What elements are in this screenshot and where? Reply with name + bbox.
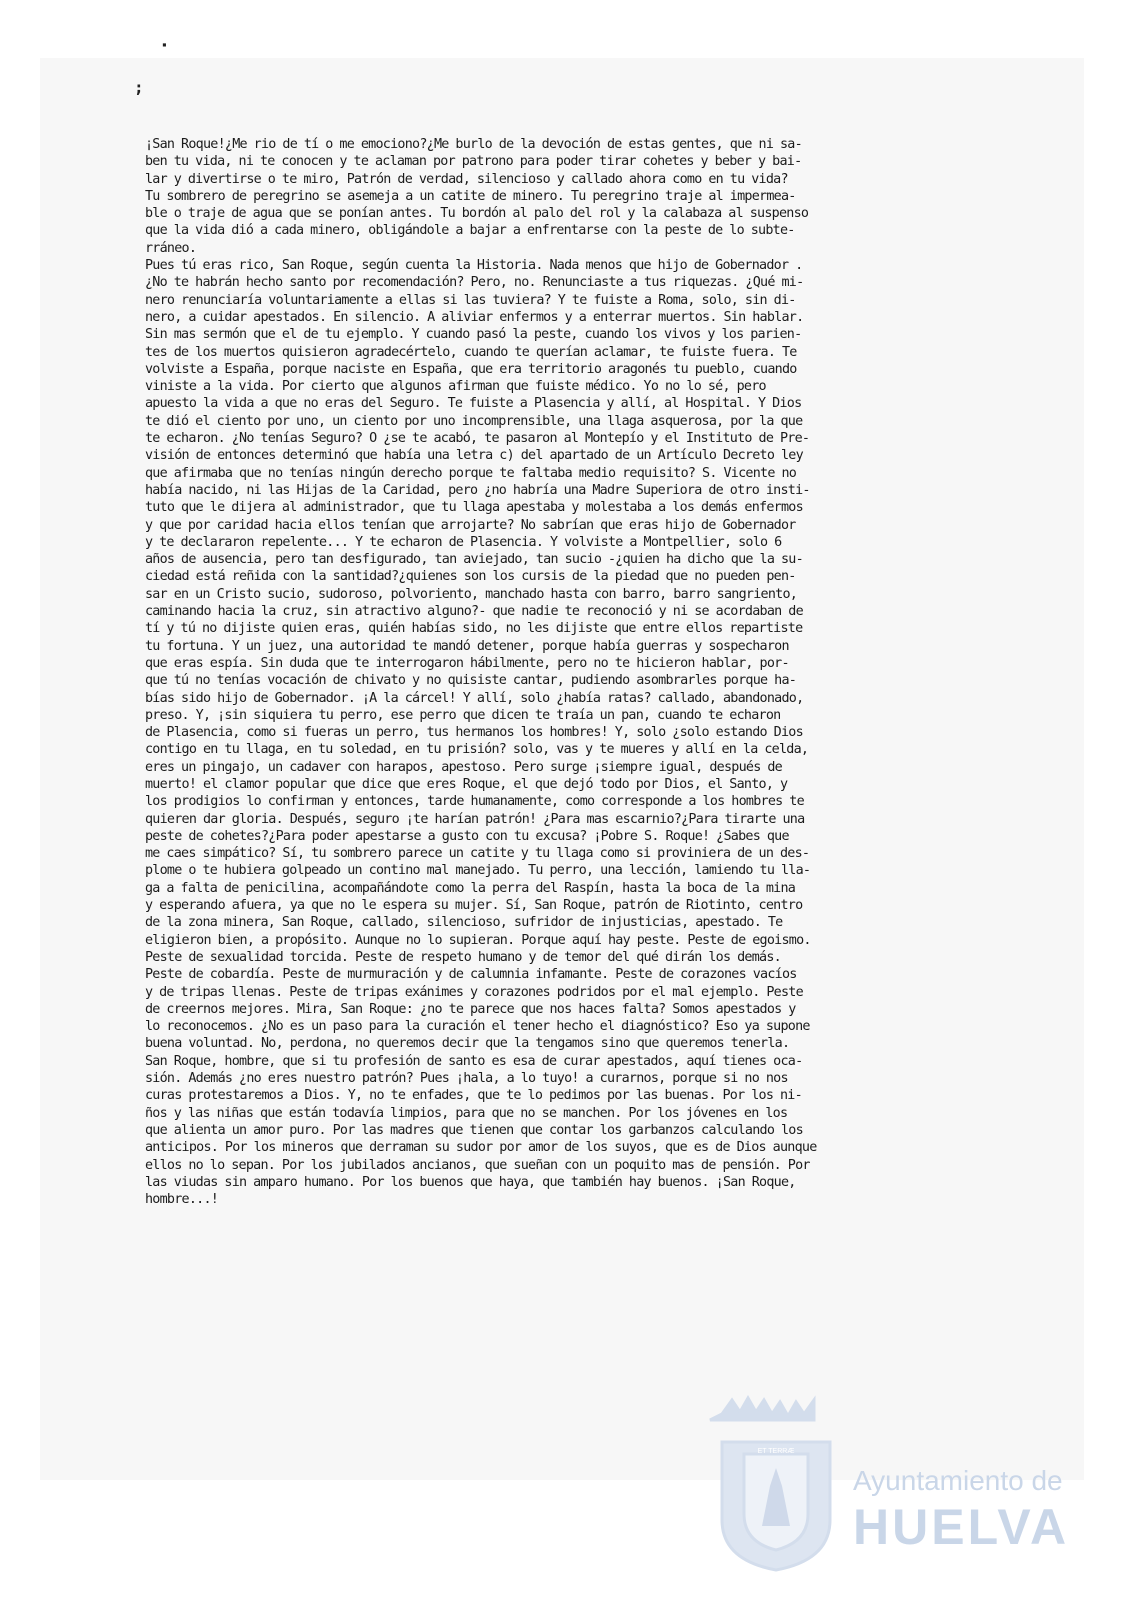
text-line: de creernos mejores. Mira, San Roque: ¿no te parece que nos haces falta? Somos apestados y xyxy=(145,1001,796,1017)
text-line: que tú no tenías vocación de chivato y no quisiste cantar, pudiendo asombrarles porque ha- xyxy=(145,673,797,689)
text-line: caminando hacia la cruz, sin atractivo alguno?- que nadie te reconoció y ni se acordaban de xyxy=(145,604,803,620)
text-line: ¡San Roque!¿Me rio de tí o me emociono?¿Me burlo de la devoción de estas gentes, que ni sa- xyxy=(145,137,802,152)
text-line: los prodigios lo confirman y entonces, tarde humanamente, como corresponde a los hombres te xyxy=(145,794,804,810)
text-line: que afirmaba que no tenías ningún derecho porque te faltaba medio requisito? S. Vicente no xyxy=(145,465,797,481)
text-line: Sin mas sermón que el de tu ejemplo. Y cuando pasó la peste, cuando los vivos y los parien- xyxy=(145,327,802,343)
text-line: lar y divertirse o te miro, Patrón de verdad, silencioso y callado ahora como en tu vida? xyxy=(145,171,788,187)
text-line: y te declararon repelente... Y te echaron de Plasencia. Y volviste a Montpellier, solo 6 xyxy=(145,534,782,550)
text-line: y de tripas llenas. Peste de tripas exánimes y corazones podridos por el mal ejemplo. Peste xyxy=(145,984,803,1000)
text-line: Pues tú eras rico, San Roque, según cuenta la Historia. Nada menos que hijo de Gobernador . xyxy=(145,258,803,274)
text-line: viniste a la vida. Por cierto que algunos afirman que fuiste médico. Yo no lo sé, pero xyxy=(145,379,766,395)
text-line: Tu sombrero de peregrino se asemeja a un catite de minero. Tu peregrino traje al impermea- xyxy=(145,188,796,204)
text-line: ¿No te habrán hecho santo por recomendación? Pero, no. Renunciaste a tus riquezas. ¿Qué mi- xyxy=(145,275,804,291)
text-line: ga a falta de penicilina, acompañándote como la perra del Raspín, hasta la boca de la mina xyxy=(145,880,796,896)
typewritten-text xyxy=(145,136,1040,1208)
text-line: eres un pingajo, un cadaver con harapos, apestoso. Pero surge ¡siempre igual, después de xyxy=(145,759,782,775)
text-line: quieren dar gloria. Después, seguro ¡te harían patrón! ¿Para mas escarnio?¿Para tirarte una xyxy=(145,811,805,827)
text-line: las viudas sin amparo humano. Por los buenos que haya, que también hay buenos. ¡San Roque, xyxy=(145,1174,796,1190)
text-line: ños y las niñas que están todavía limpios, para que no se manchen. Por los jóvenes en los xyxy=(145,1105,788,1121)
text-line: y esperando afuera, ya que no le espera su mujer. Sí, San Roque, patrón de Riotinto, centro xyxy=(145,898,803,914)
shield-motto-top: ET TERRÆ xyxy=(757,1448,795,1455)
text-line: hombre...! xyxy=(145,1192,219,1208)
text-line: peste de cohetes?¿Para poder apestarse a gusto con tu excusa? ¡Pobre S. Roque! ¿Sabes que xyxy=(145,828,789,844)
text-line: curas protestaremos a Dios. Y, no te enfades, que te lo pedimos por las buenas. Por los ni- xyxy=(145,1088,802,1104)
watermark-line1: Ayuntamiento de xyxy=(853,1465,1063,1496)
text-line: Peste de sexualidad torcida. Peste de respeto humano y de temor del qué dirán los demás. xyxy=(145,949,781,965)
text-line: eligieron bien, a propósito. Aunque no lo supieran. Porque aquí hay peste. Peste de egoismo. xyxy=(145,932,811,948)
text-line: bías sido hijo de Gobernador. ¡A la cárcel! Y allí, solo ¿había ratas? callado, abandonado, xyxy=(145,690,804,706)
text-line: de la zona minera, San Roque, callado, silencioso, sufridor de injusticias, apestado. Te xyxy=(145,915,783,931)
text-line: te echaron. ¿No tenías Seguro? O ¿se te acabó, te pasaron al Montepío y el Instituto de Pre- xyxy=(145,431,810,447)
margin-mark: ; xyxy=(134,78,144,97)
text-line: plome o te hubiera golpeado un contino mal manejado. Tu perro, una lección, lamiendo tu lla- xyxy=(145,863,811,879)
margin-mark: ▪ xyxy=(162,40,167,49)
text-line: preso. Y, ¡sin siquiera tu perro, ese perro que dicen te traía un pan, cuando te echaron xyxy=(145,707,781,723)
text-line: nero, a cuidar apestados. En silencio. A aliviar enfermos y a enterrar muertos. Sin hablar. xyxy=(145,309,804,325)
text-line: buena voluntad. No, perdona, no queremos decir que la tengamos sino que queremos tenerla. xyxy=(145,1036,790,1052)
text-line: contigo en tu llaga, en tu soledad, en tu prisión? solo, vas y te mueres y allí en la celda, xyxy=(145,742,809,758)
text-line: San Roque, hombre, que si tu profesión de santo es esa de curar apestados, aquí tienes oca- xyxy=(145,1053,803,1069)
text-line: lo reconocemos. ¿No es un paso para la curación el tener hecho el diagnóstico? Eso ya supone xyxy=(145,1019,810,1035)
text-line: tí y tú no dijiste quien eras, quién habías sido, no les dijiste que entre ellos repartiste xyxy=(145,621,803,637)
text-line: que la vida dió a cada minero, obligándole a bajar a enfrentarse con la peste de lo subte- xyxy=(145,223,795,239)
text-line: apuesto la vida a que no eras del Seguro. Te fuiste a Plasencia y allí, al Hospital. Y Dios xyxy=(145,396,802,412)
text-line: había nacido, ni las Hijas de la Caridad, pero ¿no habría una Madre Superiora de otro insti- xyxy=(145,482,810,498)
text-line: que eras espía. Sin duda que te interrogaron hábilmente, pero no te hicieron hablar, por- xyxy=(145,655,789,671)
text-line: tu fortuna. Y un juez, una autoridad te mandó detener, porque había guerras y sospecharon xyxy=(145,638,789,654)
text-line: te dió el ciento por uno, un ciento por uno incomprensible, una llaga asquerosa, por la que xyxy=(145,413,803,429)
text-line: rráneo. xyxy=(145,240,197,256)
text-line: tes de los muertos quisieron agradecértelo, cuando te querían aclamar, te fuiste fuera. Te xyxy=(145,344,797,360)
watermark-line2: HUELVA xyxy=(853,1499,1070,1555)
text-line: de Plasencia, como si fueras un perro, tus hermanos los hombres! Y, solo ¿solo estando Dios xyxy=(145,725,803,741)
text-line: visión de entonces determinó que había una letra c) del apartado de un Artículo Decreto ley xyxy=(145,448,803,464)
text-line: volviste a España, porque naciste en España, que era territorio aragonés tu pueblo, cuando xyxy=(145,361,797,377)
text-line: tuto que le dijera al administrador, que tu llaga apestaba y molestaba a los demás enfermos xyxy=(145,500,803,516)
text-line: me caes simpático? Sí, tu sombrero parece un catite y tu llaga como si proviniera de un des- xyxy=(145,846,810,862)
text-line: ellos no lo sepan. Por los jubilados ancianos, que sueñan con un poquito mas de pensión. Por xyxy=(145,1157,810,1173)
text-line: anticipos. Por los mineros que derraman su sudor por amor de los suyos, que es de Dios aunque xyxy=(145,1140,817,1156)
text-line: Peste de cobardía. Peste de murmuración y de calumnia infamante. Peste de corazones vacíos xyxy=(145,967,797,983)
text-line: ble o traje de agua que se ponían antes. Tu bordón al palo del rol y la calabaza al suspenso xyxy=(145,206,809,222)
text-line: sión. Además ¿no eres nuestro patrón? Pues ¡hala, a lo tuyo! a curarnos, porque si no nos xyxy=(145,1071,788,1087)
text-line: sar en un Cristo sucio, sudoroso, polvoriento, manchado hasta con barro, barro sangriento, xyxy=(145,586,798,602)
text-line: ben tu vida, ni te conocen y te aclaman por patrono para poder tirar cohetes y beber y bai- xyxy=(145,154,802,170)
text-line: años de ausencia, pero tan desfigurado, tan aviejado, tan sucio -¿quien ha dicho que la su- xyxy=(145,552,803,568)
text-line: que alienta un amor puro. Por las madres que tienen que contar los garbanzos calculando los xyxy=(145,1122,803,1138)
text-line: nero renunciaría voluntariamente a ellas si las tuviera? Y te fuiste a Roma, solo, sin di- xyxy=(145,292,796,308)
text-line: muerto! el clamor popular que dice que eres Roque, el que dejó todo por Dios, el Santo, y xyxy=(145,776,788,792)
text-line: y que por caridad hacia ellos tenían que arrojarte? No sabrían que eras hijo de Gobernador xyxy=(145,517,796,533)
text-line: ciedad está reñida con la santidad?¿quienes son los cursis de la piedad que no pueden pen- xyxy=(145,569,796,585)
